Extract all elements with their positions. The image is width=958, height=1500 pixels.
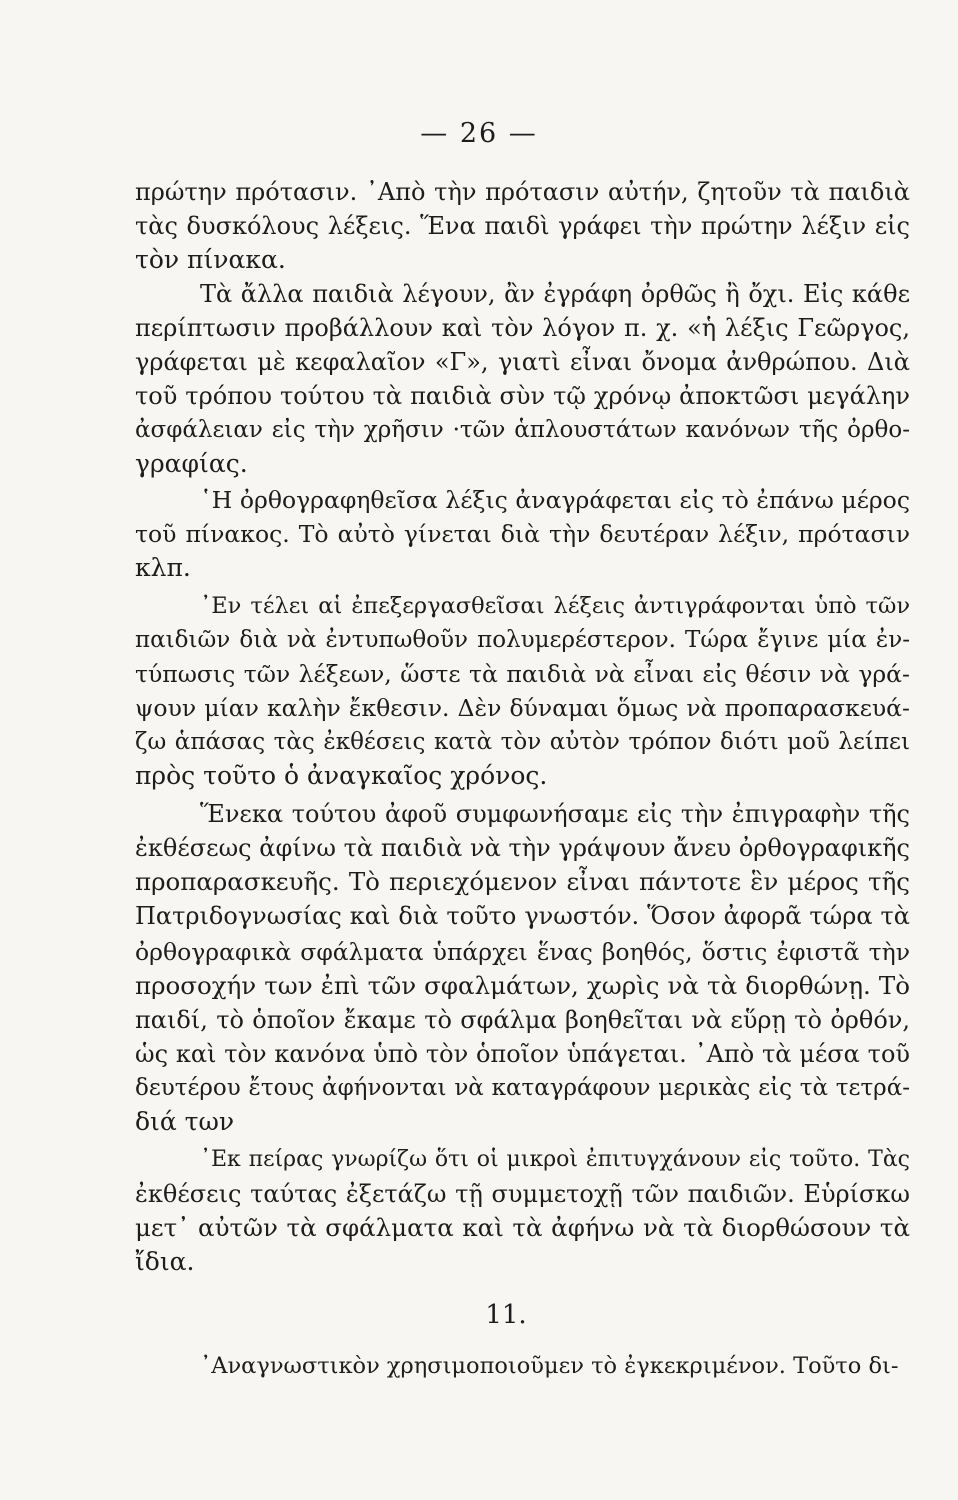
text-line: ἐκθέσεως ἀφίνω τὰ παιδιὰ νὰ τὴν γράψουν ἄνευ ὀρθογραφικῆς [135, 834, 910, 862]
text-line: ψουν μίαν καλὴν ἔκθεσιν. Δὲν δύναμαι ὅμως νὰ προπαρασκευά- [135, 694, 910, 722]
text-line: ἀσφάλειαν εἰς τὴν χρῆσιν ·τῶν ἁπλουστάτων κανόνων τῆς ὀρθο- [135, 417, 910, 443]
text-line: ζω ἁπάσας τὰς ἐκθέσεις κατὰ τὸν αὐτὸν τρόπον διότι μοῦ λείπει [135, 729, 910, 755]
text-line: τὸν πίνακα. [135, 245, 286, 274]
text-line: Τὰ ἄλλα παιδιὰ λέγουν, ἂν ἐγράφη ὀρθῶς ἢ ὄχι. Εἰς κάθε [200, 280, 910, 308]
text-line: τὰς δυσκόλους λέξεις. Ἕνα παιδὶ γράφει τὴν πρώτην λέξιν εἰς [135, 212, 910, 240]
text-line: παιδιῶν διὰ νὰ ἐντυπωθοῦν πολυμερέστερον. Τώρα ἔγινε μία ἐν- [135, 627, 910, 653]
text-line: πρώτην πρότασιν. ᾿Απὸ τὴν πρότασιν αὐτήν, ζητοῦν τὰ παιδιὰ [135, 178, 910, 206]
text-line: παιδί, τὸ ὁποῖον ἔκαμε τὸ σφάλμα βοηθεῖται νὰ εὕρῃ τὸ ὀρθόν, [135, 1006, 910, 1034]
text-line: τύπωσις τῶν λέξεων, ὥστε τὰ παιδιὰ νὰ εἶναι εἰς θέσιν νὰ γρά- [135, 660, 910, 688]
page-number: — 26 — [420, 118, 538, 149]
final-line: ᾿Αναγνωστικὸν χρησιμοποιοῦμεν τὸ ἐγκεκριμένον. Τοῦτο δι- [200, 1353, 899, 1379]
text-line: ὡς καὶ τὸν κανόνα ὑπὸ τὸν ὁποῖον ὑπάγεται. ᾿Απὸ τὰ μέσα τοῦ [135, 1040, 910, 1068]
text-line: προπαρασκευῆς. Τὸ περιεχόμενον εἶναι πάντοτε ἓν μέρος τῆς [135, 867, 910, 896]
text-line: ὀρθογραφικὰ σφάλματα ὑπάρχει ἕνας βοηθός, ὅστις ἐφιστᾶ τὴν [135, 938, 910, 966]
text-line: ᾿Εν τέλει αἱ ἐπεξεργασθεῖσαι λέξεις ἀντιγράφονται ὑπὸ τῶν [200, 593, 910, 619]
text-line: προσοχήν των ἐπὶ τῶν σφαλμάτων, χωρὶς νὰ τὰ διορθώνῃ. Τὸ [135, 971, 910, 1000]
text-line: μετ᾿ αὐτῶν τὰ σφάλματα καὶ τὰ ἀφήνω νὰ τὰ διορθώσουν τὰ [135, 1213, 910, 1242]
text-line: δευτέρου ἔτους ἀφήνονται νὰ καταγράφουν μερικὰς εἰς τὰ τετρά- [135, 1075, 910, 1101]
text-line: ᾿Εκ πείρας γνωρίζω ὅτι οἱ μικροὶ ἐπιτυγχάνουν εἰς τοῦτο. Τὰς [200, 1147, 910, 1172]
text-line: πρὸς τοῦτο ὁ ἀναγκαῖος χρόνος. [135, 761, 548, 790]
text-line: τοῦ πίνακος. Τὸ αὐτὸ γίνεται διὰ τὴν δευτέραν λέξιν, πρότασιν [135, 520, 910, 548]
text-line: γραφίας. [135, 449, 248, 478]
text-line: γράφεται μὲ κεφαλαῖον «Γ», γιατὶ εἶναι ὄνομα ἀνθρώπου. Διὰ [135, 348, 910, 376]
text-line: ἐκθέσεις ταύτας ἐξετάζω τῇ συμμετοχῇ τῶν παιδιῶν. Εὑρίσκω [135, 1180, 910, 1208]
text-line: διά των [135, 1107, 235, 1136]
text-line: Ἕνεκα τούτου ἀφοῦ συμφωνήσαμε εἰς τὴν ἐπιγραφὴν τῆς [200, 800, 910, 828]
text-line: ῾Η ὀρθογραφηθεῖσα λέξις ἀναγράφεται εἰς τὸ ἐπάνω μέρος [200, 486, 910, 514]
text-line: τοῦ τρόπου τούτου τὰ παιδιὰ σὺν τῷ χρόνῳ ἀποκτῶσι μεγάλην [135, 382, 910, 410]
text-line: Πατριδογνωσίας καὶ διὰ τοῦτο γνωστόν. Ὅσον ἀφορᾶ τώρα τὰ [135, 902, 910, 930]
text-line: κλπ. [135, 553, 191, 582]
text-line: ἴδια. [135, 1247, 195, 1276]
text-line: περίπτωσιν προβάλλουν καὶ τὸν λόγον π. χ. «ἡ λέξις Γεῶργος, [135, 314, 910, 342]
section-number: 11. [485, 1300, 527, 1330]
